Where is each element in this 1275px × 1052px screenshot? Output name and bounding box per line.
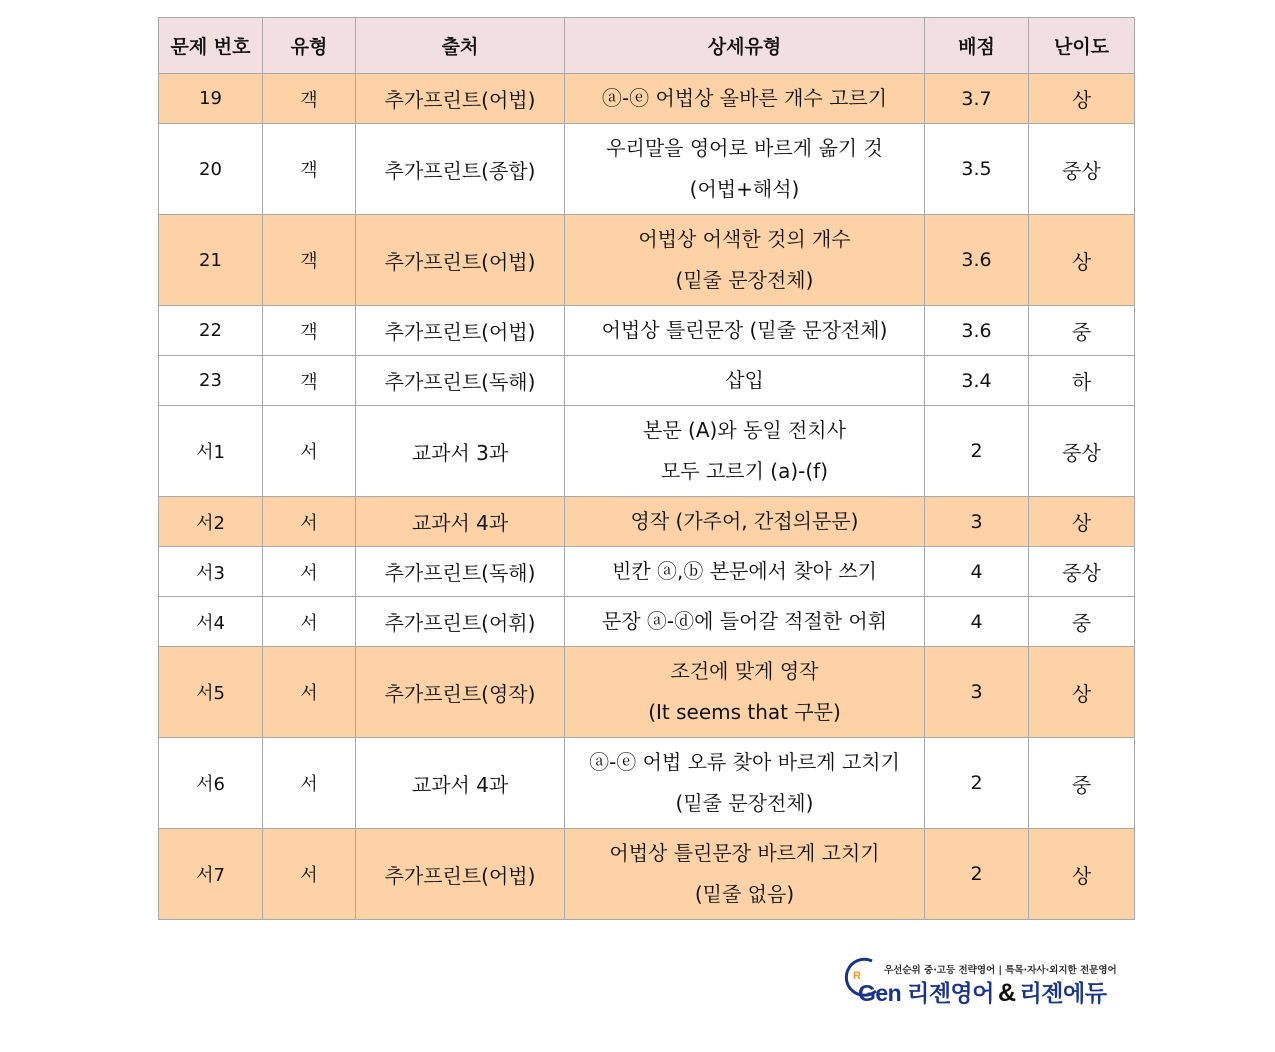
cell-difficulty: 하 — [1029, 356, 1135, 406]
detail-line: 본문 (A)와 동일 전치사 — [643, 418, 846, 442]
detail-line: ⓐ-ⓔ 어법상 올바른 개수 고르기 — [601, 86, 888, 110]
cell-question-number: 19 — [159, 74, 263, 124]
table-row — [159, 738, 1135, 829]
exam-analysis-table — [158, 17, 1135, 920]
logo-ampersand: & — [998, 979, 1016, 1007]
cell-difficulty: 상 — [1029, 74, 1135, 124]
logo-tagline: 우선순위 중·고등 전략영어 | 특목·자사·외지한 전문영어 — [884, 965, 1117, 976]
cell-source: 추가프린트(어법) — [356, 829, 565, 920]
header-score: 배점 — [925, 18, 1029, 74]
cell-source: 추가프린트(어법) — [356, 306, 565, 356]
cell-difficulty: 상 — [1029, 829, 1135, 920]
footer-logo — [842, 955, 1128, 1005]
table-row — [159, 647, 1135, 738]
cell-detail-type — [565, 215, 925, 306]
cell-type: 객 — [263, 74, 356, 124]
table-row — [159, 124, 1135, 215]
cell-question-number: 서5 — [159, 647, 263, 738]
detail-line: (It seems that 구문) — [648, 700, 841, 724]
cell-source: 교과서 4과 — [356, 497, 565, 547]
cell-score: 3.5 — [925, 124, 1029, 215]
detail-line: 우리말을 영어로 바르게 옮기 것 — [606, 136, 883, 160]
detail-line: (밑줄 문장전체) — [675, 791, 814, 815]
detail-line: 빈칸 ⓐ,ⓑ 본문에서 찾아 쓰기 — [612, 559, 877, 583]
table-row — [159, 306, 1135, 356]
cell-difficulty: 중상 — [1029, 124, 1135, 215]
cell-type: 객 — [263, 124, 356, 215]
cell-source: 교과서 3과 — [356, 406, 565, 497]
cell-question-number: 서4 — [159, 597, 263, 647]
detail-line: ⓐ-ⓔ 어법 오류 찾아 바르게 고치기 — [589, 750, 900, 774]
cell-detail-type — [565, 124, 925, 215]
cell-type: 서 — [263, 547, 356, 597]
cell-question-number: 서2 — [159, 497, 263, 547]
cell-score: 3.6 — [925, 215, 1029, 306]
cell-detail-type — [565, 597, 925, 647]
table-body — [159, 74, 1135, 920]
cell-detail-type — [565, 497, 925, 547]
table-row — [159, 829, 1135, 920]
detail-line: 어법상 틀린문장 (밑줄 문장전체) — [601, 318, 888, 342]
header-detail-type: 상세유형 — [565, 18, 925, 74]
cell-detail-type — [565, 738, 925, 829]
cell-score: 3.6 — [925, 306, 1029, 356]
table-row — [159, 74, 1135, 124]
cell-difficulty: 상 — [1029, 215, 1135, 306]
cell-score: 4 — [925, 597, 1029, 647]
cell-question-number: 서1 — [159, 406, 263, 497]
cell-difficulty: 중 — [1029, 306, 1135, 356]
cell-type: 서 — [263, 647, 356, 738]
detail-line: 어법상 틀린문장 바르게 고치기 — [609, 841, 880, 865]
cell-difficulty: 중상 — [1029, 406, 1135, 497]
svg-text:R: R — [853, 970, 861, 982]
cell-detail-type — [565, 406, 925, 497]
cell-difficulty: 상 — [1029, 647, 1135, 738]
header-row — [159, 18, 1135, 74]
cell-source: 추가프린트(어법) — [356, 74, 565, 124]
logo-brand-left: Gen 리젠영어 — [858, 980, 994, 1006]
cell-detail-type — [565, 829, 925, 920]
cell-type: 서 — [263, 406, 356, 497]
cell-score: 3 — [925, 497, 1029, 547]
cell-score: 4 — [925, 547, 1029, 597]
detail-line: 삽입 — [725, 368, 764, 392]
cell-score: 3.7 — [925, 74, 1029, 124]
detail-line: (밑줄 문장전체) — [675, 268, 814, 292]
cell-source: 교과서 4과 — [356, 738, 565, 829]
detail-line: 어법상 어색한 것의 개수 — [638, 227, 851, 251]
cell-source: 추가프린트(종합) — [356, 124, 565, 215]
cell-source: 추가프린트(영작) — [356, 647, 565, 738]
detail-line: (밑줄 없음) — [694, 882, 795, 906]
cell-type: 서 — [263, 497, 356, 547]
cell-detail-type — [565, 547, 925, 597]
cell-detail-type — [565, 306, 925, 356]
cell-detail-type — [565, 74, 925, 124]
cell-type: 객 — [263, 215, 356, 306]
cell-score: 3.4 — [925, 356, 1029, 406]
cell-question-number: 20 — [159, 124, 263, 215]
cell-difficulty: 중 — [1029, 597, 1135, 647]
detail-line: (어법+해석) — [689, 177, 800, 201]
table-row — [159, 547, 1135, 597]
cell-difficulty: 중상 — [1029, 547, 1135, 597]
cell-question-number: 23 — [159, 356, 263, 406]
cell-detail-type — [565, 356, 925, 406]
cell-difficulty: 상 — [1029, 497, 1135, 547]
header-type: 유형 — [263, 18, 356, 74]
cell-detail-type — [565, 647, 925, 738]
cell-type: 객 — [263, 356, 356, 406]
cell-question-number: 22 — [159, 306, 263, 356]
cell-score: 2 — [925, 406, 1029, 497]
cell-question-number: 서6 — [159, 738, 263, 829]
cell-question-number: 서3 — [159, 547, 263, 597]
cell-type: 서 — [263, 738, 356, 829]
header-difficulty: 난이도 — [1029, 18, 1135, 74]
cell-source: 추가프린트(독해) — [356, 547, 565, 597]
header-source: 출처 — [356, 18, 565, 74]
header-question-number: 문제 번호 — [159, 18, 263, 74]
cell-score: 2 — [925, 829, 1029, 920]
table-row — [159, 215, 1135, 306]
cell-type: 객 — [263, 306, 356, 356]
cell-type: 서 — [263, 829, 356, 920]
cell-score: 3 — [925, 647, 1029, 738]
logo-brand-right: 리젠에듀 — [1019, 980, 1107, 1006]
detail-line: 모두 고르기 (a)-(f) — [660, 459, 829, 483]
cell-type: 서 — [263, 597, 356, 647]
table-row — [159, 597, 1135, 647]
cell-source: 추가프린트(독해) — [356, 356, 565, 406]
cell-source: 추가프린트(어휘) — [356, 597, 565, 647]
cell-difficulty: 중 — [1029, 738, 1135, 829]
table-row — [159, 497, 1135, 547]
cell-question-number: 서7 — [159, 829, 263, 920]
cell-question-number: 21 — [159, 215, 263, 306]
detail-line: 영작 (가주어, 간접의문문) — [630, 509, 859, 533]
table-row — [159, 406, 1135, 497]
cell-source: 추가프린트(어법) — [356, 215, 565, 306]
detail-line: 조건에 맞게 영작 — [670, 659, 819, 683]
cell-score: 2 — [925, 738, 1029, 829]
detail-line: 문장 ⓐ-ⓓ에 들어갈 적절한 어휘 — [601, 609, 888, 633]
table-row — [159, 356, 1135, 406]
logo-brand — [858, 975, 1106, 1008]
